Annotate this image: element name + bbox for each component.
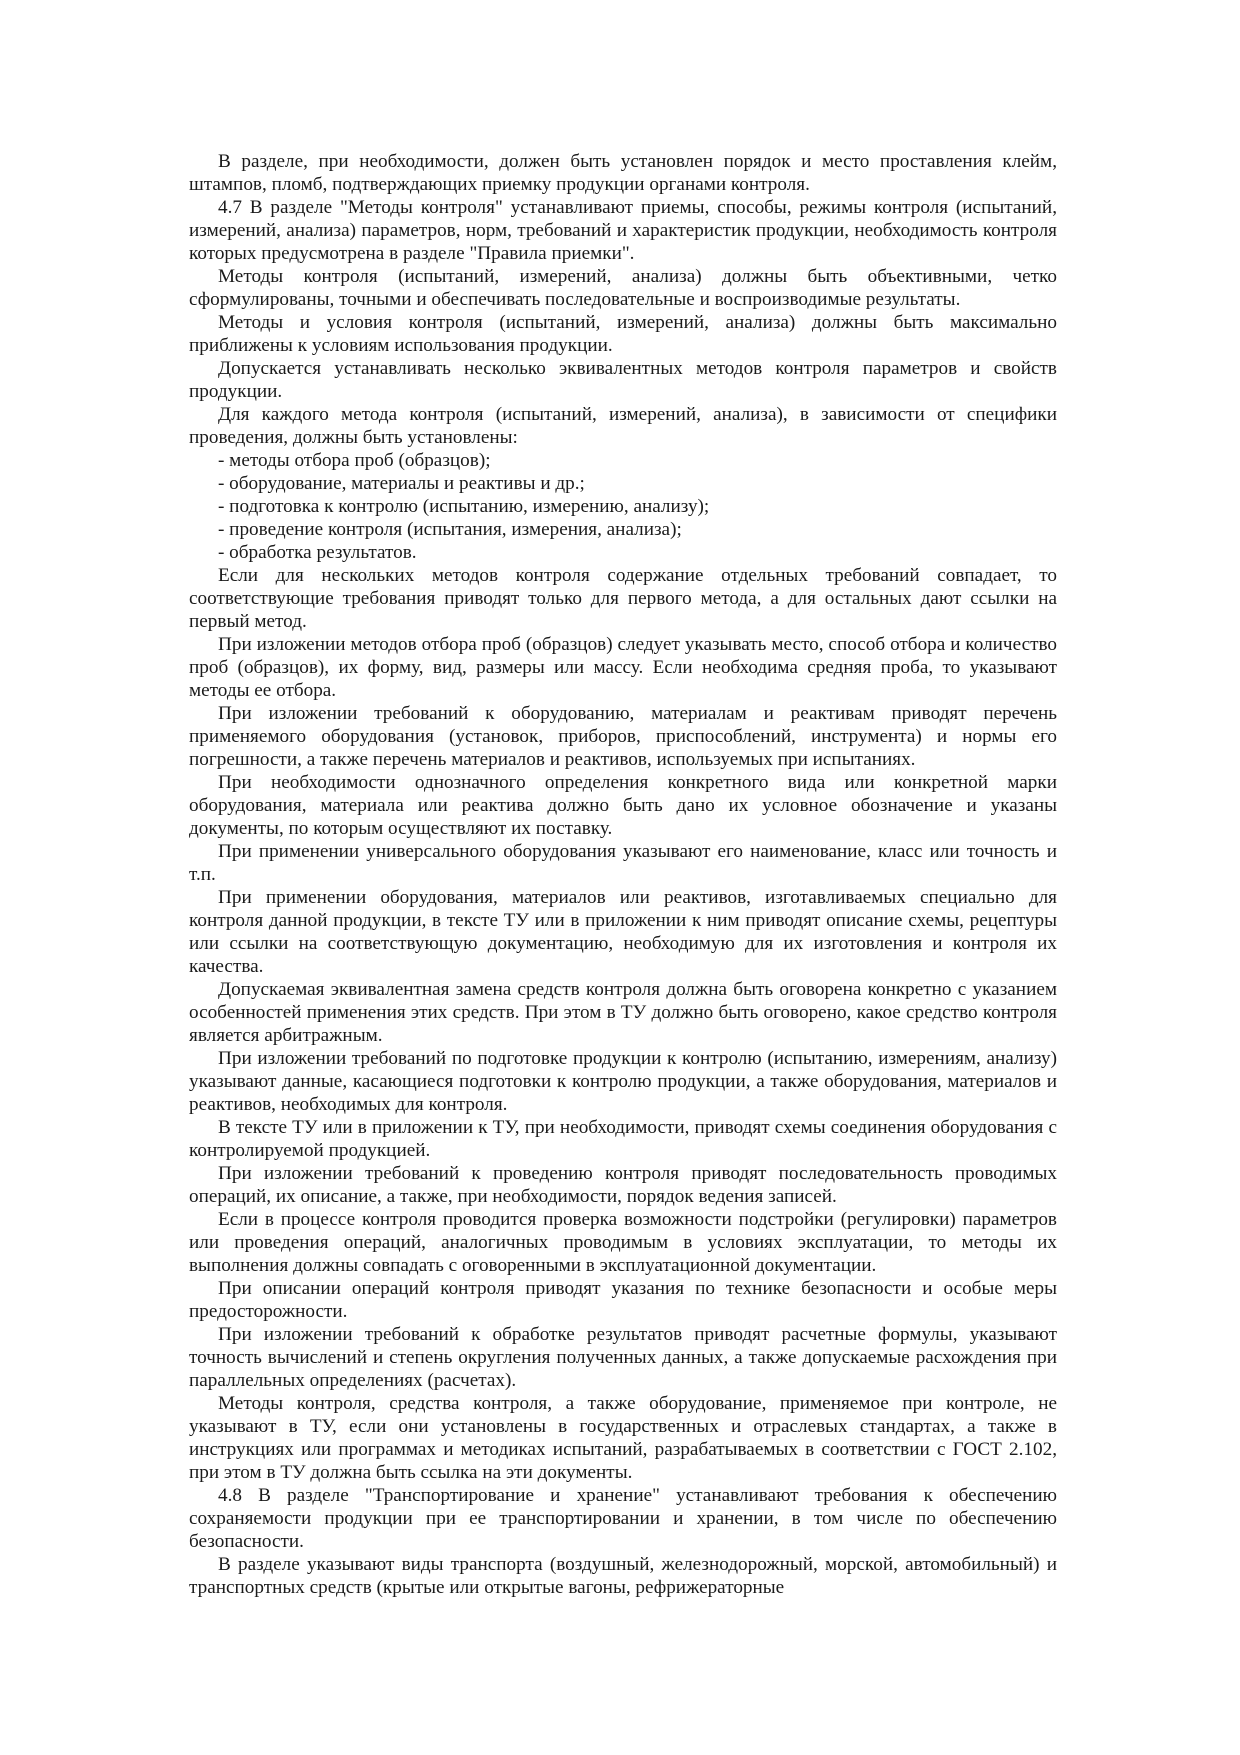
paragraph: При изложении методов отбора проб (образцов) следует указывать место, способ отбора и количество проб (образцов), их форму, вид, размеры или массу. Если необходима средняя проба, то указывают методы ее отбора.: [189, 634, 1057, 701]
list-item: - методы отбора проб (образцов);: [218, 450, 491, 471]
paragraph: При описании операций контроля приводят указания по технике безопасности и особые меры предосторожности.: [189, 1278, 1057, 1322]
paragraph: Допускается устанавливать несколько эквивалентных методов контроля параметров и свойств продукции.: [189, 358, 1057, 402]
paragraph: При применении универсального оборудования указывают его наименование, класс или точность и т.п.: [189, 841, 1057, 885]
paragraph: В тексте ТУ или в приложении к ТУ, при необходимости, приводят схемы соединения оборудования с контролируемой продукцией.: [189, 1117, 1057, 1161]
paragraph: В разделе указывают виды транспорта (воздушный, железнодорожный, морской, автомобильный) и транспортных средств (крытые или открытые вагоны, рефрижераторные: [189, 1554, 1057, 1598]
list-item: - проведение контроля (испытания, измерения, анализа);: [218, 519, 682, 540]
paragraph: При необходимости однозначного определения конкретного вида или конкретной марки оборудования, материала или реактива должно быть дано их условное обозначение и указаны документы, по которым осуществляют их поставку.: [189, 772, 1057, 839]
paragraph: Если в процессе контроля проводится проверка возможности подстройки (регулировки) параметров или проведения операций, аналогичных проводимым в условиях эксплуатации, то методы их выполнения должны совпадать с оговоренными в эксплуатационной документации.: [189, 1209, 1057, 1276]
paragraph: При изложении требований к обработке результатов приводят расчетные формулы, указывают точность вычислений и степень округления полученных данных, а также допускаемые расхождения при параллельных определениях (расчетах).: [189, 1324, 1057, 1391]
paragraph: Для каждого метода контроля (испытаний, измерений, анализа), в зависимости от специфики проведения, должны быть установлены:: [189, 404, 1057, 448]
document-body: [189, 150, 1057, 1599]
paragraph: При изложении требований к оборудованию, материалам и реактивам приводят перечень применяемого оборудования (установок, приборов, приспособлений, инструмента) и нормы его погрешности, а также перечень материалов и реактивов, используемых при испытаниях.: [189, 703, 1057, 770]
list-item: - оборудование, материалы и реактивы и др.;: [218, 473, 585, 494]
paragraph: 4.8 В разделе "Транспортирование и хранение" устанавливают требования к обеспечению сохраняемости продукции при ее транспортировании и хранении, в том числе по обеспечению безопасности.: [189, 1485, 1057, 1552]
list-item: - подготовка к контролю (испытанию, измерению, анализу);: [218, 496, 710, 517]
paragraph: При применении оборудования, материалов или реактивов, изготавливаемых специально для контроля данной продукции, в тексте ТУ или в приложении к ним приводят описание схемы, рецептуры или ссылки на соответствующую документацию, необходимую для их изготовления и контроля их качества.: [189, 887, 1057, 977]
paragraph: При изложении требований к проведению контроля приводят последовательность проводимых операций, их описание, а также, при необходимости, порядок ведения записей.: [189, 1163, 1057, 1207]
paragraph: Допускаемая эквивалентная замена средств контроля должна быть оговорена конкретно с указанием особенностей применения этих средств. При этом в ТУ должно быть оговорено, какое средство контроля является арбитражным.: [189, 979, 1057, 1046]
list-item: - обработка результатов.: [218, 542, 417, 563]
paragraph: В разделе, при необходимости, должен быть установлен порядок и место проставления клейм, штампов, пломб, подтверждающих приемку продукции органами контроля.: [189, 151, 1057, 195]
paragraph: Методы и условия контроля (испытаний, измерений, анализа) должны быть максимально приближены к условиям использования продукции.: [189, 312, 1057, 356]
paragraph: 4.7 В разделе "Методы контроля" устанавливают приемы, способы, режимы контроля (испытаний, измерений, анализа) параметров, норм, требований и характеристик продукции, необходимость контроля которых предусмотрена в разделе "Правила приемки".: [189, 197, 1057, 264]
paragraph: Если для нескольких методов контроля содержание отдельных требований совпадает, то соответствующие требования приводят только для первого метода, а для остальных дают ссылки на первый метод.: [189, 565, 1057, 632]
paragraph: Методы контроля (испытаний, измерений, анализа) должны быть объективными, четко сформулированы, точными и обеспечивать последовательные и воспроизводимые результаты.: [189, 266, 1057, 310]
paragraph: Методы контроля, средства контроля, а также оборудование, применяемое при контроле, не указывают в ТУ, если они установлены в государственных и отраслевых стандартах, а также в инструкциях или программах и методиках испытаний, разрабатываемых в соответствии с ГОСТ 2.102, при этом в ТУ должна быть ссылка на эти документы.: [189, 1393, 1057, 1483]
paragraph: При изложении требований по подготовке продукции к контролю (испытанию, измерениям, анализу) указывают данные, касающиеся подготовки к контролю продукции, а также оборудования, материалов и реактивов, необходимых для контроля.: [189, 1048, 1057, 1115]
